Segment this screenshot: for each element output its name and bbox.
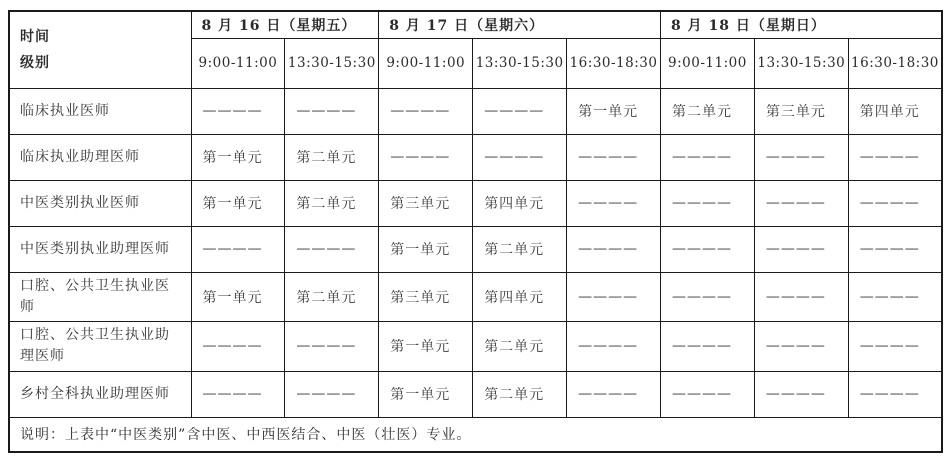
corner-time-label: 时间 (20, 28, 50, 45)
schedule-cell: 第三单元 (379, 272, 473, 321)
schedule-cell: ———— (567, 180, 661, 226)
time-header: 9:00-11:00 (191, 38, 285, 88)
row-label: 口腔、公共卫生执业医师 (9, 272, 191, 321)
schedule-cell: ———— (660, 371, 754, 417)
schedule-cell: ———— (754, 371, 848, 417)
schedule-cell: 第一单元 (379, 371, 473, 417)
table-row-clinical-physician (9, 88, 942, 134)
schedule-cell: ———— (848, 371, 942, 417)
exam-schedule-table (8, 10, 943, 453)
table-row-tcm-assistant (9, 226, 942, 272)
row-label: 临床执业医师 (9, 88, 191, 134)
schedule-cell: 第二单元 (285, 180, 379, 226)
schedule-cell: ———— (848, 321, 942, 371)
schedule-cell: 第二单元 (660, 88, 754, 134)
time-header: 9:00-11:00 (660, 38, 754, 88)
time-header: 13:30-15:30 (754, 38, 848, 88)
schedule-cell: ———— (660, 226, 754, 272)
corner-header (9, 11, 191, 88)
schedule-cell: 第四单元 (848, 88, 942, 134)
schedule-cell: ———— (567, 226, 661, 272)
note-row (9, 417, 942, 452)
schedule-cell: 第三单元 (754, 88, 848, 134)
schedule-cell: ———— (285, 371, 379, 417)
schedule-cell: ———— (754, 321, 848, 371)
schedule-cell: 第一单元 (379, 226, 473, 272)
table-row-dental-public-health-physician (9, 272, 942, 321)
time-header: 13:30-15:30 (285, 38, 379, 88)
schedule-cell: ———— (848, 272, 942, 321)
schedule-cell: ———— (567, 321, 661, 371)
schedule-cell: ———— (379, 88, 473, 134)
schedule-cell: ———— (567, 272, 661, 321)
schedule-cell: ———— (754, 226, 848, 272)
explanation-note: 说明：上表中“中医类别”含中医、中西医结合、中医（壮医）专业。 (9, 417, 942, 452)
schedule-cell: ———— (191, 88, 285, 134)
schedule-cell: 第一单元 (567, 88, 661, 134)
schedule-cell: ———— (285, 88, 379, 134)
schedule-cell: ———— (660, 272, 754, 321)
time-header: 16:30-18:30 (567, 38, 661, 88)
schedule-cell: ———— (754, 180, 848, 226)
row-label: 中医类别执业助理医师 (9, 226, 191, 272)
schedule-cell: ———— (660, 134, 754, 180)
day-header-aug16: 8 月 16 日（星期五） (191, 11, 379, 38)
table-row-rural-general-assistant (9, 371, 942, 417)
schedule-cell: 第一单元 (191, 134, 285, 180)
schedule-cell: ———— (567, 134, 661, 180)
schedule-cell: 第四单元 (473, 272, 567, 321)
schedule-cell: 第二单元 (473, 226, 567, 272)
schedule-cell: 第一单元 (191, 272, 285, 321)
schedule-cell: ———— (191, 371, 285, 417)
day-header-aug18: 8 月 18 日（星期日） (660, 11, 942, 38)
schedule-cell: ———— (660, 321, 754, 371)
schedule-cell: ———— (567, 371, 661, 417)
schedule-cell: ———— (285, 226, 379, 272)
time-header: 16:30-18:30 (848, 38, 942, 88)
schedule-cell: ———— (379, 134, 473, 180)
schedule-cell: ———— (191, 321, 285, 371)
schedule-cell: 第一单元 (191, 180, 285, 226)
table-row-dental-public-health-assistant (9, 321, 942, 371)
schedule-cell: 第二单元 (473, 371, 567, 417)
day-header-aug17: 8 月 17 日（星期六） (379, 11, 661, 38)
table-row-clinical-assistant (9, 134, 942, 180)
time-header: 13:30-15:30 (473, 38, 567, 88)
schedule-cell: ———— (473, 134, 567, 180)
row-label: 临床执业助理医师 (9, 134, 191, 180)
row-label: 乡村全科执业助理医师 (9, 371, 191, 417)
day-header-row (9, 11, 942, 38)
corner-level-label: 级别 (20, 54, 50, 71)
schedule-cell: 第三单元 (379, 180, 473, 226)
schedule-cell: ———— (285, 321, 379, 371)
schedule-cell: 第二单元 (285, 134, 379, 180)
schedule-cell: 第四单元 (473, 180, 567, 226)
row-label: 中医类别执业医师 (9, 180, 191, 226)
table-row-tcm-physician (9, 180, 942, 226)
schedule-cell: 第二单元 (473, 321, 567, 371)
schedule-cell: ———— (848, 180, 942, 226)
schedule-cell: ———— (473, 88, 567, 134)
schedule-cell: ———— (848, 226, 942, 272)
row-label: 口腔、公共卫生执业助理医师 (9, 321, 191, 371)
schedule-cell: 第二单元 (285, 272, 379, 321)
schedule-cell: ———— (848, 134, 942, 180)
schedule-cell: ———— (660, 180, 754, 226)
schedule-cell: 第一单元 (379, 321, 473, 371)
time-header: 9:00-11:00 (379, 38, 473, 88)
schedule-cell: ———— (754, 134, 848, 180)
schedule-cell: ———— (191, 226, 285, 272)
schedule-cell: ———— (754, 272, 848, 321)
